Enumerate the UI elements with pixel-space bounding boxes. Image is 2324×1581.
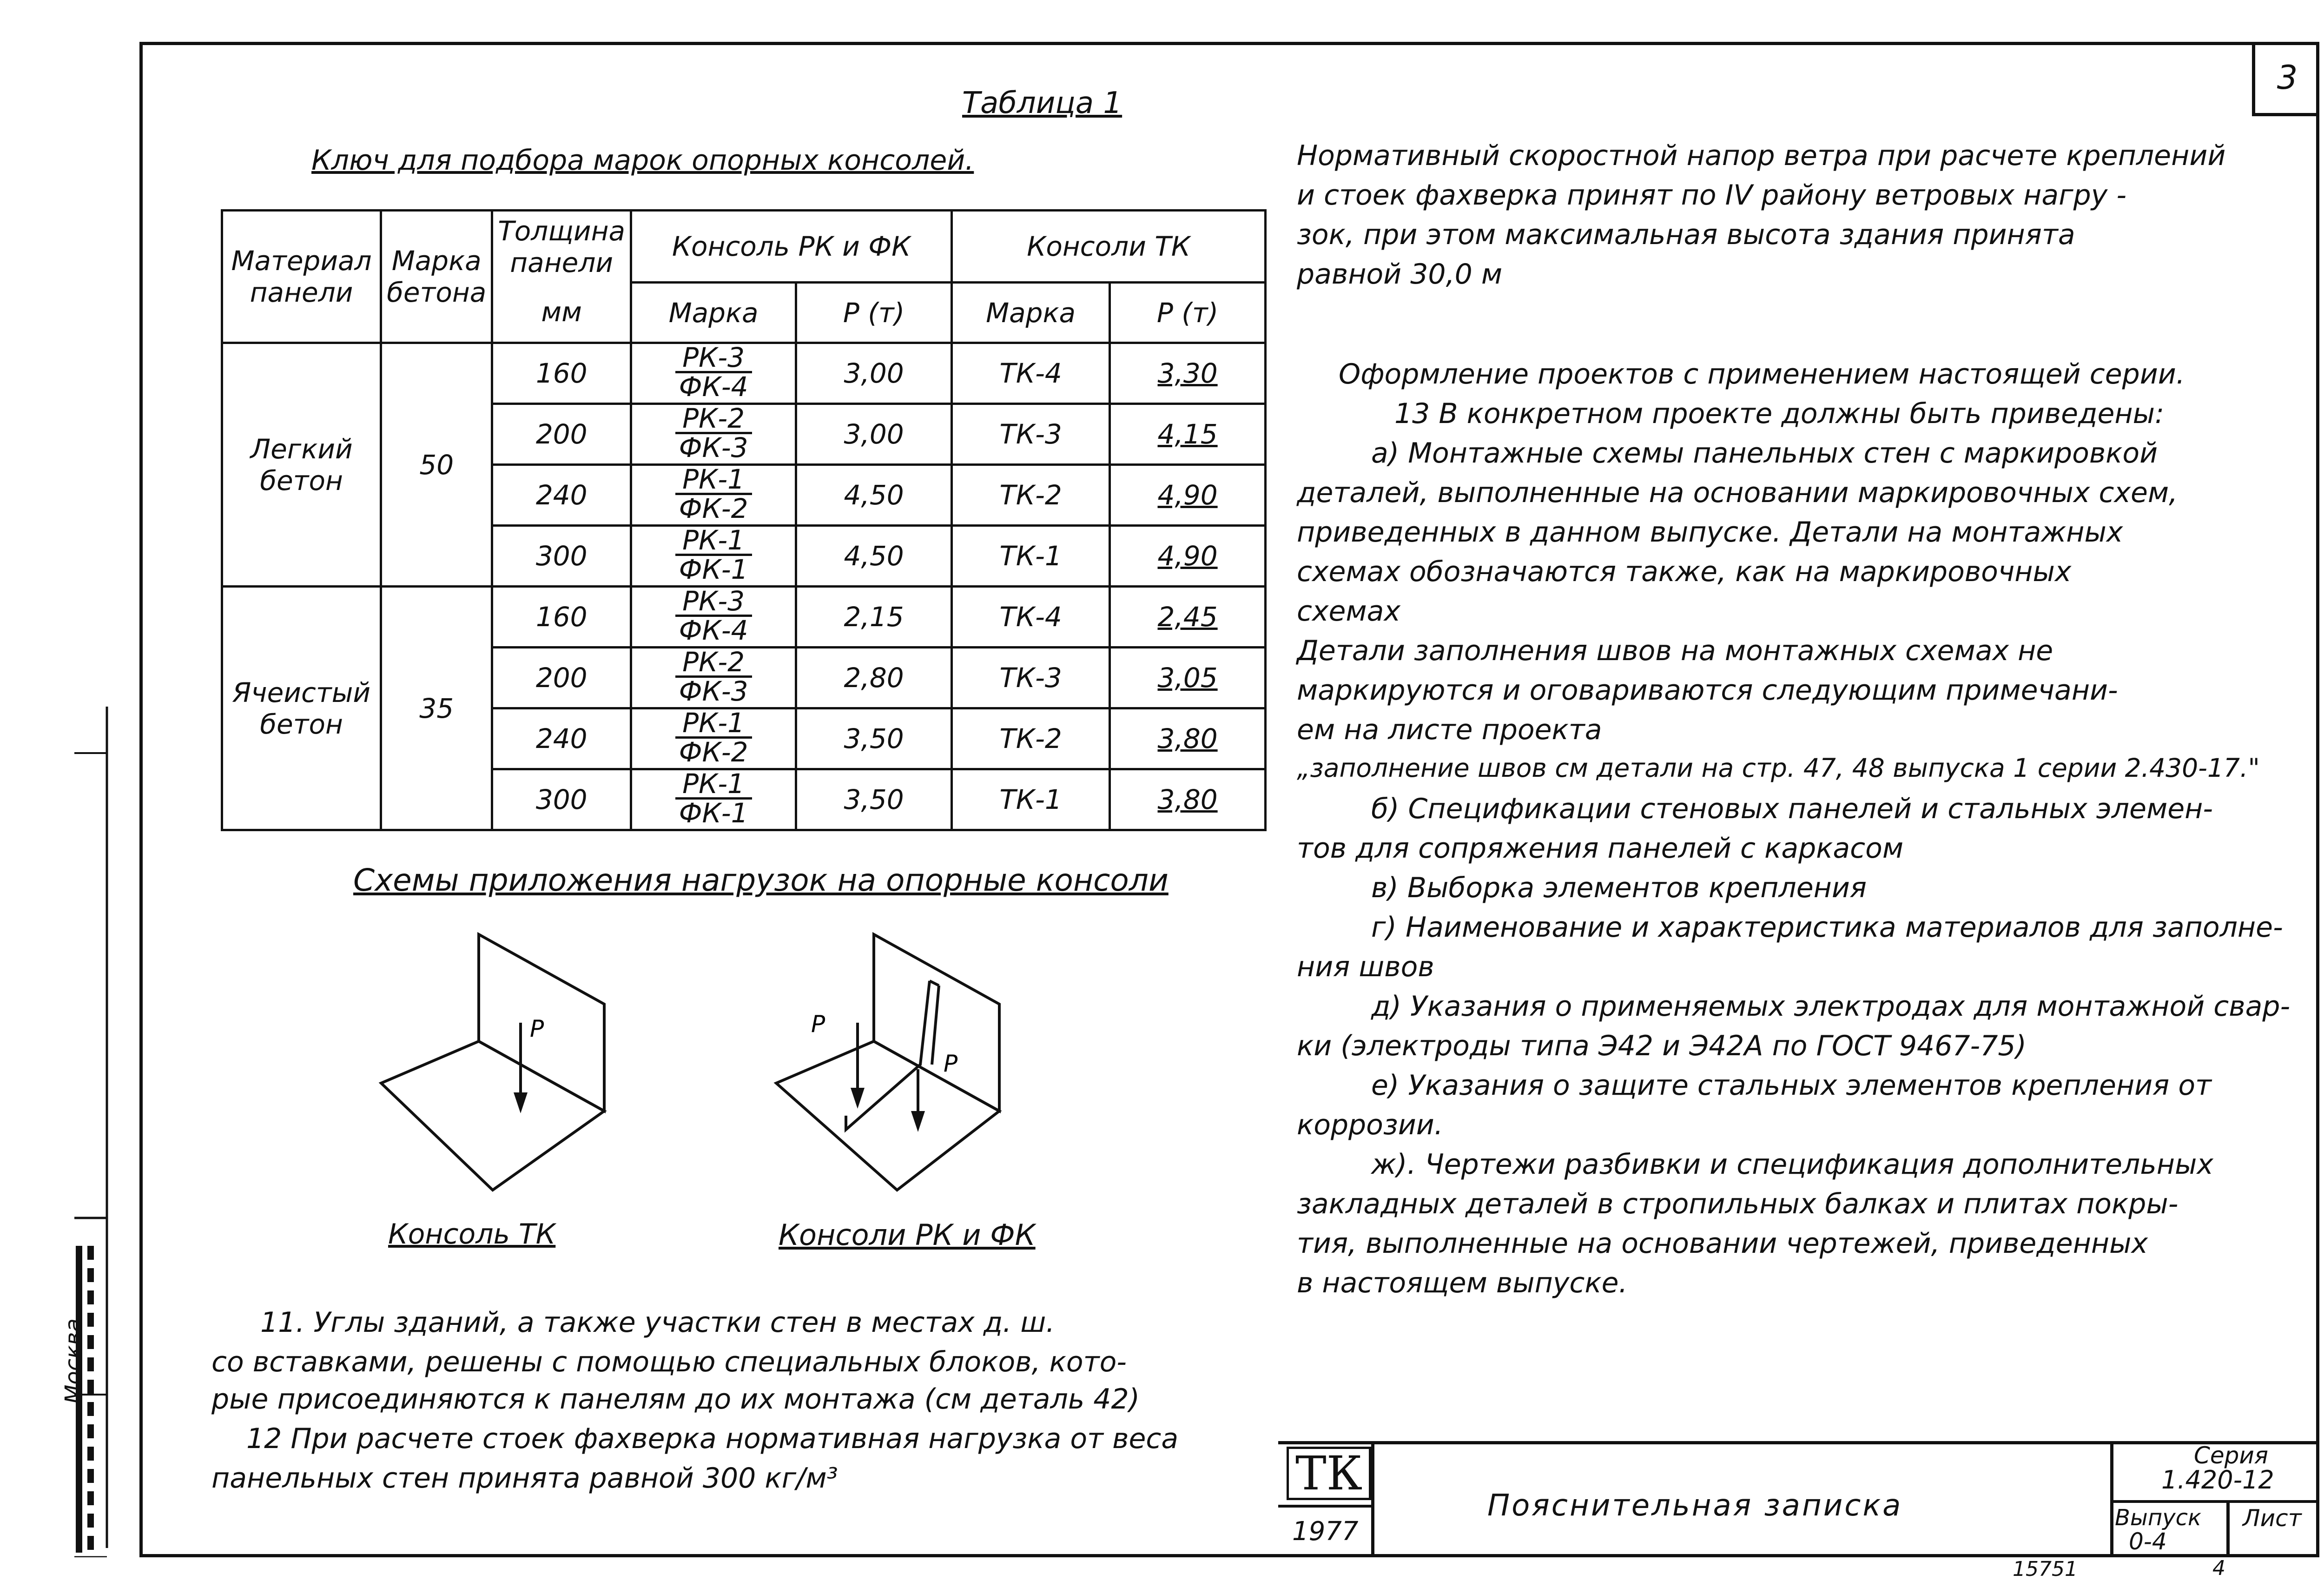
note-line: панельных стен принята равной 300 кг/м³: [211, 1462, 838, 1495]
mark-fk: ФК-1: [679, 797, 748, 829]
mark-cell: [631, 404, 796, 465]
body-line: 13 В конкретном проекте должны быть приведены:: [1394, 397, 2165, 430]
sheet-number: 3: [2252, 42, 2319, 116]
schemes-title: Схемы приложения нагрузок на опорные консоли: [353, 862, 1169, 898]
mark-fk: ФК-1: [679, 554, 748, 585]
note-line: 11. Углы зданий, а также участки стен в местах д. ш.: [260, 1306, 1055, 1339]
load-cell: 3,50: [796, 708, 952, 769]
thickness-cell: 240: [492, 465, 631, 526]
side-margin-lines: [60, 707, 121, 1557]
body-line: тов для сопряжения панелей с каркасом: [1297, 832, 1904, 865]
tk-load-cell: 4,90: [1110, 526, 1266, 587]
thickness-cell: 200: [492, 648, 631, 708]
grade-cell: 35: [381, 587, 492, 830]
stamp-sheet-value: 4: [2212, 1556, 2225, 1580]
mark-fk: ФК-3: [679, 675, 748, 707]
table-row: [222, 587, 1266, 648]
header-material: Материал панели: [222, 211, 381, 343]
load-cell: 4,50: [796, 526, 952, 587]
series-label: Серия: [2194, 1442, 2268, 1469]
body-line: равной 30,0 м: [1297, 258, 1503, 291]
body-line: схемах: [1297, 595, 1400, 628]
stamp-title: Пояснительная записка: [1487, 1488, 1903, 1523]
load-cell: 2,15: [796, 587, 952, 648]
body-line: схемах обозначаются также, как на маркировочных: [1297, 556, 2072, 588]
header-rk-fk: Консоль РК и ФК: [631, 211, 952, 283]
load-cell: 3,50: [796, 769, 952, 830]
load-cell: 2,80: [796, 648, 952, 708]
body-line: закладных деталей в стропильных балках и плитах покры-: [1297, 1188, 2179, 1220]
mark-rk: РК-3: [675, 588, 752, 617]
mark-cell: [631, 769, 796, 830]
tk-mark-cell: ТК-2: [952, 708, 1110, 769]
header-thickness: Толщина панели: [492, 211, 631, 283]
header-mark: Марка: [631, 283, 796, 343]
tk-load-cell: 4,90: [1110, 465, 1266, 526]
thickness-cell: 300: [492, 769, 631, 830]
body-line: Нормативный скоростной напор ветра при расчете креплений: [1297, 139, 2226, 172]
mark-cell: [631, 708, 796, 769]
note-line: со вставками, решены с помощью специальных блоков, кото-: [211, 1346, 1127, 1378]
issue-label: Выпуск: [2115, 1505, 2201, 1531]
load-cell: 3,00: [796, 343, 952, 404]
mark-fk: ФК-3: [679, 432, 748, 463]
tk-load-cell: 2,45: [1110, 587, 1266, 648]
note-line: 12 При расчете стоек фахверка нормативная нагрузка от веса: [246, 1422, 1179, 1455]
tk-load-cell: 3,30: [1110, 343, 1266, 404]
body-line: приведенных в данном выпуске. Детали на монтажных: [1297, 516, 2123, 549]
body-line: зок, при этом максимальная высота здания принята: [1297, 218, 2075, 251]
logo-tk: ТК: [1287, 1447, 1371, 1500]
table-row: [222, 343, 1266, 404]
mark-cell: [631, 526, 796, 587]
tk-load-cell: 3,05: [1110, 648, 1266, 708]
mark-rk: РК-2: [675, 648, 752, 678]
tk-mark-cell: ТК-4: [952, 587, 1110, 648]
header-tk: Консоли ТК: [952, 211, 1266, 283]
body-line: Оформление проектов с применением настоящей серии.: [1339, 358, 2185, 390]
mark-cell: [631, 648, 796, 708]
header-thickness-unit: мм: [492, 283, 631, 343]
stamp-year: 1977: [1292, 1516, 1359, 1547]
body-line: б) Спецификации стеновых панелей и стальных элемен-: [1371, 793, 2213, 825]
header-load: Р (т): [796, 283, 952, 343]
body-line: в) Выборка элементов крепления: [1371, 872, 1867, 904]
title-block: [1278, 1441, 2319, 1557]
mark-rk: РК-1: [675, 466, 752, 495]
table-subtitle: Ключ для подбора марок опорных консолей.: [311, 144, 974, 177]
thickness-cell: 160: [492, 343, 631, 404]
thickness-cell: 200: [492, 404, 631, 465]
header-load-tk: Р (т): [1110, 283, 1266, 343]
note-line: рые присоединяются к панелям до их монтажа (см деталь 42): [211, 1383, 1140, 1416]
thickness-cell: 300: [492, 526, 631, 587]
body-line: в настоящем выпуске.: [1297, 1267, 1628, 1299]
body-line: ния швов: [1297, 951, 1434, 983]
table-title: Таблица 1: [962, 86, 1122, 120]
caption-rk-fk: Консоли РК и ФК: [779, 1218, 1036, 1252]
mark-cell: [631, 465, 796, 526]
body-line: а) Монтажные схемы панельных стен с маркировкой: [1371, 437, 2158, 470]
bottom-number: 15751: [2013, 1557, 2078, 1581]
mark-cell: [631, 343, 796, 404]
mark-fk: ФК-2: [679, 493, 748, 524]
body-line: тия, выполненные на основании чертежей, приведенных: [1297, 1227, 2148, 1260]
load-cell: 4,50: [796, 465, 952, 526]
tk-mark-cell: ТК-3: [952, 404, 1110, 465]
side-city-label: Москва: [60, 1318, 86, 1404]
mark-fk: ФК-4: [679, 615, 748, 646]
mark-fk: ФК-2: [679, 736, 748, 768]
body-line: Детали заполнения швов на монтажных схемах не: [1297, 635, 2053, 667]
body-line: г) Наименование и характеристика материалов для заполне-: [1371, 911, 2283, 944]
load-label-tk: Р: [530, 1015, 544, 1042]
mark-rk: РК-2: [675, 405, 752, 434]
body-line: деталей, выполненные на основании маркировочных схем,: [1297, 476, 2178, 509]
caption-tk: Консоль ТК: [388, 1218, 556, 1250]
mark-rk: РК-1: [675, 709, 752, 739]
scheme-rk-fk: [762, 925, 1060, 1209]
load-label-rk-right: Р: [944, 1050, 958, 1077]
grade-cell: 50: [381, 343, 492, 587]
header-grade: Марка бетона: [381, 211, 492, 343]
header-mark-tk: Марка: [952, 283, 1110, 343]
body-line: „заполнение швов см детали на стр. 47, 48 выпуска 1 серии 2.430-17.": [1297, 753, 2260, 783]
tk-mark-cell: ТК-4: [952, 343, 1110, 404]
thickness-cell: 160: [492, 587, 631, 648]
body-line: ж). Чертежи разбивки и спецификация дополнительных: [1371, 1148, 2213, 1181]
mark-fk: ФК-4: [679, 371, 748, 403]
series-value: 1.420-12: [2161, 1465, 2274, 1495]
thickness-cell: 240: [492, 708, 631, 769]
body-line: маркируются и оговариваются следующим примечани-: [1297, 674, 2118, 707]
material-cell: Ячеистый бетон: [222, 587, 381, 830]
body-line: е) Указания о защите стальных элементов крепления от: [1371, 1069, 2212, 1102]
tk-mark-cell: ТК-1: [952, 769, 1110, 830]
issue-value: 0-4: [2129, 1528, 2167, 1555]
body-line: ки (электроды типа Э42 и Э42А по ГОСТ 9467-75): [1297, 1030, 2027, 1062]
load-cell: 3,00: [796, 404, 952, 465]
tk-mark-cell: ТК-2: [952, 465, 1110, 526]
body-line: коррозии.: [1297, 1109, 1443, 1141]
mark-rk: РК-1: [675, 527, 752, 556]
mark-rk: РК-1: [675, 770, 752, 800]
tk-load-cell: 3,80: [1110, 769, 1266, 830]
sheet-label: Лист: [2243, 1505, 2302, 1532]
load-label-rk-left: Р: [811, 1011, 825, 1038]
material-cell: Легкий бетон: [222, 343, 381, 587]
tk-load-cell: 4,15: [1110, 404, 1266, 465]
scheme-tk: [372, 925, 651, 1209]
body-line: д) Указания о применяемых электродах для монтажной свар-: [1371, 990, 2291, 1023]
tk-mark-cell: ТК-3: [952, 648, 1110, 708]
mark-cell: [631, 587, 796, 648]
body-line: и стоек фахверка принят по IV району ветровых нагру -: [1297, 179, 2126, 212]
body-line: ем на листе проекта: [1297, 714, 1602, 746]
tk-mark-cell: ТК-1: [952, 526, 1110, 587]
mark-rk: РК-3: [675, 344, 752, 373]
consoles-key-table: [221, 209, 1267, 831]
tk-load-cell: 3,80: [1110, 708, 1266, 769]
